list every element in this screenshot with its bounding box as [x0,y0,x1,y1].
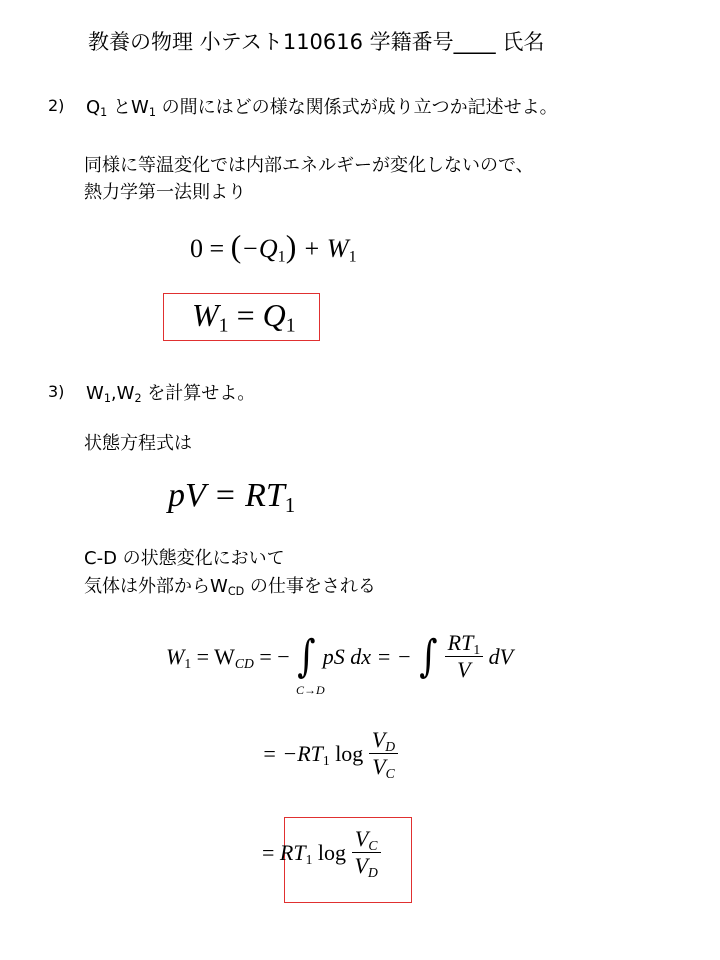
step3-prefix-wrap [262,840,346,866]
step2-den-v: V [372,754,386,779]
work-frac-num-sub: 1 [473,641,481,657]
q2-explain-line-1: 同様に等温変化では内部エネルギーが変化しないので、 [84,155,534,176]
ans-q: Q [262,297,286,333]
q3-prompt-w2-sub: 2 [134,392,142,406]
work-w1: W [166,643,185,669]
work-eq2: = − [253,643,290,669]
step2-prefix-wrap [262,741,363,767]
step2-log: log [329,740,364,766]
q3-prompt-w1-sub: 1 [103,392,111,406]
step2-num-v: V [371,727,386,752]
step3-log: log [312,839,347,865]
work-integral-1 [295,630,317,682]
q3-work-equation [166,630,513,700]
step2-den-sub: C [385,765,395,781]
question-2-prompt [86,93,558,119]
q2-answer-equation [192,297,296,337]
q2-equation-first-law [190,228,357,265]
q2-prompt-end: の間にはどの様な関係式が成り立つか記述せよ。 [155,97,558,118]
q3-step-2 [262,727,398,780]
eq1-q-sub: 1 [277,248,286,266]
question-3-prompt [86,379,255,405]
cd-line2-b: の仕事をされる [244,576,376,597]
work-w1-sub: 1 [184,655,192,671]
work-integrand: pS dx = − [322,643,412,669]
q3-prompt-comma-w: ,W [110,383,135,404]
step3-den [352,853,381,879]
q2-prompt-mid: とW [107,97,149,118]
work-fraction [445,630,484,683]
ans-w-sub: 1 [218,314,229,337]
work-frac-num [445,630,484,656]
work-frac-rt: RT [447,630,474,655]
question-3-number: 3) [48,382,65,401]
step3-den-v: V [354,853,368,878]
step2-fraction [369,727,398,780]
integral-sign-1: ∫ [297,630,316,682]
q2-prompt-q: Q [86,97,101,118]
state-eq-sub: 1 [284,492,296,517]
q3-step-3 [262,826,381,879]
step3-fraction [352,826,381,879]
step3-sub: 1 [305,851,313,867]
work-eq1: = W [191,643,235,669]
ans-q-sub: 1 [285,314,296,337]
step2-num [369,727,398,753]
step3-prefix: = [262,839,280,865]
state-eq-lhs: pV = RT [168,477,285,514]
step2-num-sub: D [385,738,396,754]
eq1-lparen: ( [230,228,242,264]
question-2-number: 2) [48,96,65,115]
integral-sign-2: ∫ [419,630,438,682]
work-eq-lhs [166,644,290,670]
step3-num-sub: C [368,837,378,853]
cd-line2-a: 気体は外部からW [84,576,228,597]
q3-prompt-w1: W [86,383,104,404]
work-integral-lower-limit: C→D [296,683,325,697]
q3-cd-line-2 [84,574,376,600]
eq1-neg-q: −Q [241,234,278,263]
page-title: 教養の物理 小テスト110616 学籍番号____ 氏名 [88,30,545,54]
ans-eq: = [228,297,263,333]
q2-prompt-q-sub: 1 [100,106,108,120]
step3-den-sub: D [368,864,378,880]
eq1-w-sub: 1 [348,248,357,266]
step2-den [369,754,398,780]
eq1-lhs: 0 = [190,234,231,263]
cd-line2-sub: CD [227,585,245,599]
eq1-plus-w: + W [296,234,349,263]
step2-sub: 1 [322,752,330,768]
q2-prompt-w-sub: 1 [148,106,156,120]
q3-state-equation [168,477,295,515]
step3-num [352,826,381,852]
step3-num-v: V [354,826,369,851]
q2-explain-line-2: 熱力学第一法則より [84,182,246,203]
eq1-rparen: ) [285,228,297,264]
q3-cd-line-1: C-D の状態変化において [84,548,285,569]
work-integral-2 [417,630,439,682]
step3-rt: RT [279,839,306,865]
work-dv: dV [488,643,514,669]
q3-prompt-end: を計算せよ。 [141,383,256,404]
ans-w: W [192,297,219,333]
q3-state-label: 状態方程式は [84,433,192,454]
work-wcd-sub: CD [234,655,254,671]
step2-prefix: = −RT [262,740,323,766]
work-frac-den: V [457,657,471,682]
